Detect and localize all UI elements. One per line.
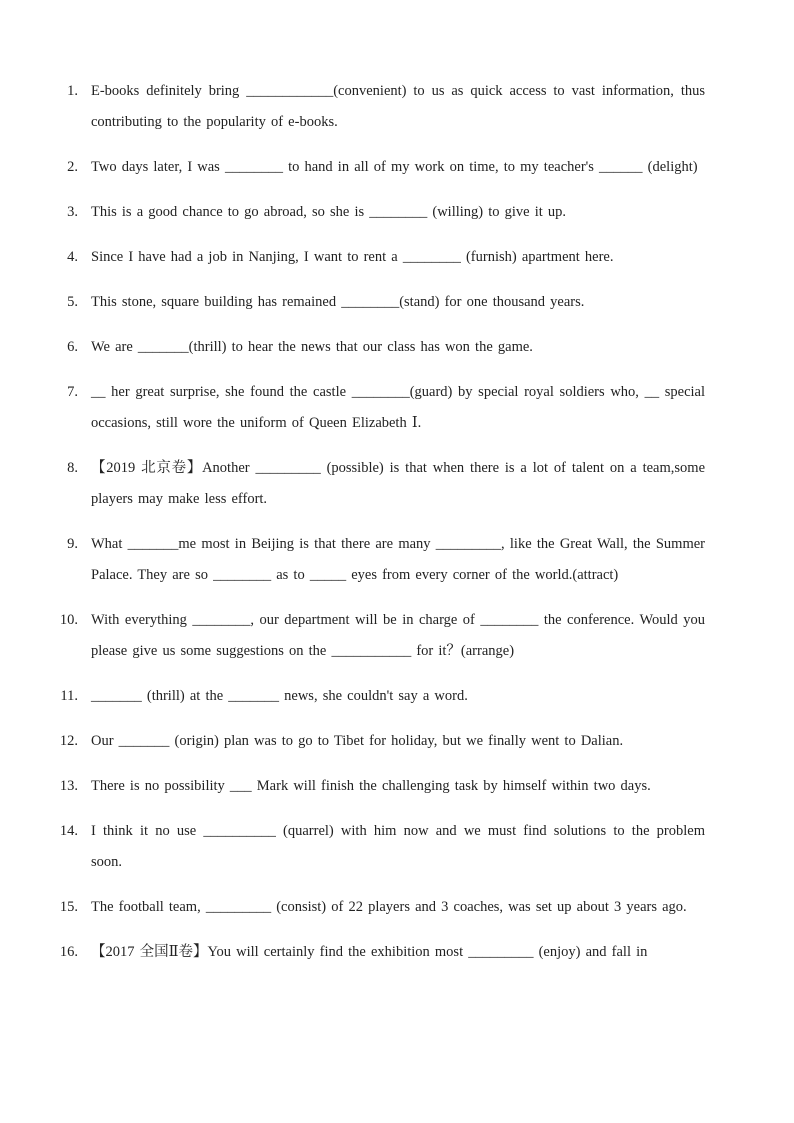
item-text: With everything ________, our department will be in charge of ________ the conference. Would you please give us some suggestions on the ___________ for it？(arrange) — [91, 612, 705, 659]
list-item — [0, 892, 794, 923]
list-item — [0, 605, 794, 667]
list-item — [0, 242, 794, 273]
item-number: 12. — [59, 733, 78, 749]
item-number: 9. — [67, 536, 78, 552]
item-text: __ her great surprise, she found the castle ________(guard) by special royal soldiers who, __ special occasions, still wore the uniform of Queen Elizabeth Ⅰ. — [91, 384, 705, 431]
item-text: What _______me most in Beijing is that there are many _________, like the Great Wall, the Summer Palace. They are so ________ as to _____ eyes from every corner of the world.(attract) — [91, 536, 705, 583]
item-number: 5. — [67, 294, 78, 310]
item-text: I think it no use __________ (quarrel) with him now and we must find solutions to the problem soon. — [91, 823, 705, 870]
item-text: There is no possibility ___ Mark will finish the challenging task by himself within two days. — [91, 778, 651, 794]
item-number: 13. — [59, 778, 78, 794]
item-text: Two days later, I was ________ to hand in all of my work on time, to my teacher's ______ (delight) — [91, 159, 698, 175]
list-item — [0, 529, 794, 591]
exercise-list — [0, 76, 794, 968]
item-text: This is a good chance to go abroad, so she is ________ (willing) to give it up. — [91, 204, 567, 220]
item-number: 10. — [59, 612, 78, 628]
list-item — [0, 453, 794, 515]
item-number: 3. — [67, 204, 78, 220]
item-text: 【2019 北京卷】Another _________ (possible) is that when there is a lot of talent on a team,some players may make less effort. — [91, 460, 705, 507]
item-number: 16. — [59, 944, 78, 960]
list-item — [0, 76, 794, 138]
item-number: 7. — [67, 384, 78, 400]
item-text: 【2017 全国Ⅱ卷】You will certainly find the exhibition most _________ (enjoy) and fall in — [91, 944, 648, 960]
item-text: This stone, square building has remained ________(stand) for one thousand years. — [91, 294, 585, 310]
list-item — [0, 726, 794, 757]
item-text: The football team, _________ (consist) of 22 players and 3 coaches, was set up about 3 years ago. — [91, 899, 687, 915]
list-item — [0, 287, 794, 318]
item-number: 15. — [59, 899, 78, 915]
item-number: 11. — [60, 688, 78, 704]
item-number: 14. — [59, 823, 78, 839]
item-number: 4. — [67, 249, 78, 265]
list-item — [0, 681, 794, 712]
item-text: E-books definitely bring ____________(convenient) to us as quick access to vast information, thus contributing to the popularity of e-books. — [91, 83, 705, 130]
item-number: 2. — [67, 159, 78, 175]
list-item — [0, 937, 794, 968]
list-item — [0, 377, 794, 439]
item-number: 8. — [67, 460, 78, 476]
list-item — [0, 197, 794, 228]
item-text: _______ (thrill) at the _______ news, she couldn't say a word. — [91, 688, 468, 704]
list-item — [0, 771, 794, 802]
item-number: 1. — [67, 83, 78, 99]
item-number: 6. — [67, 339, 78, 355]
item-text: Our _______ (origin) plan was to go to Tibet for holiday, but we finally went to Dalian. — [91, 733, 624, 749]
item-text: Since I have had a job in Nanjing, I want to rent a ________ (furnish) apartment here. — [91, 249, 614, 265]
list-item — [0, 152, 794, 183]
list-item — [0, 332, 794, 363]
list-item — [0, 816, 794, 878]
item-text: We are _______(thrill) to hear the news that our class has won the game. — [91, 339, 533, 355]
